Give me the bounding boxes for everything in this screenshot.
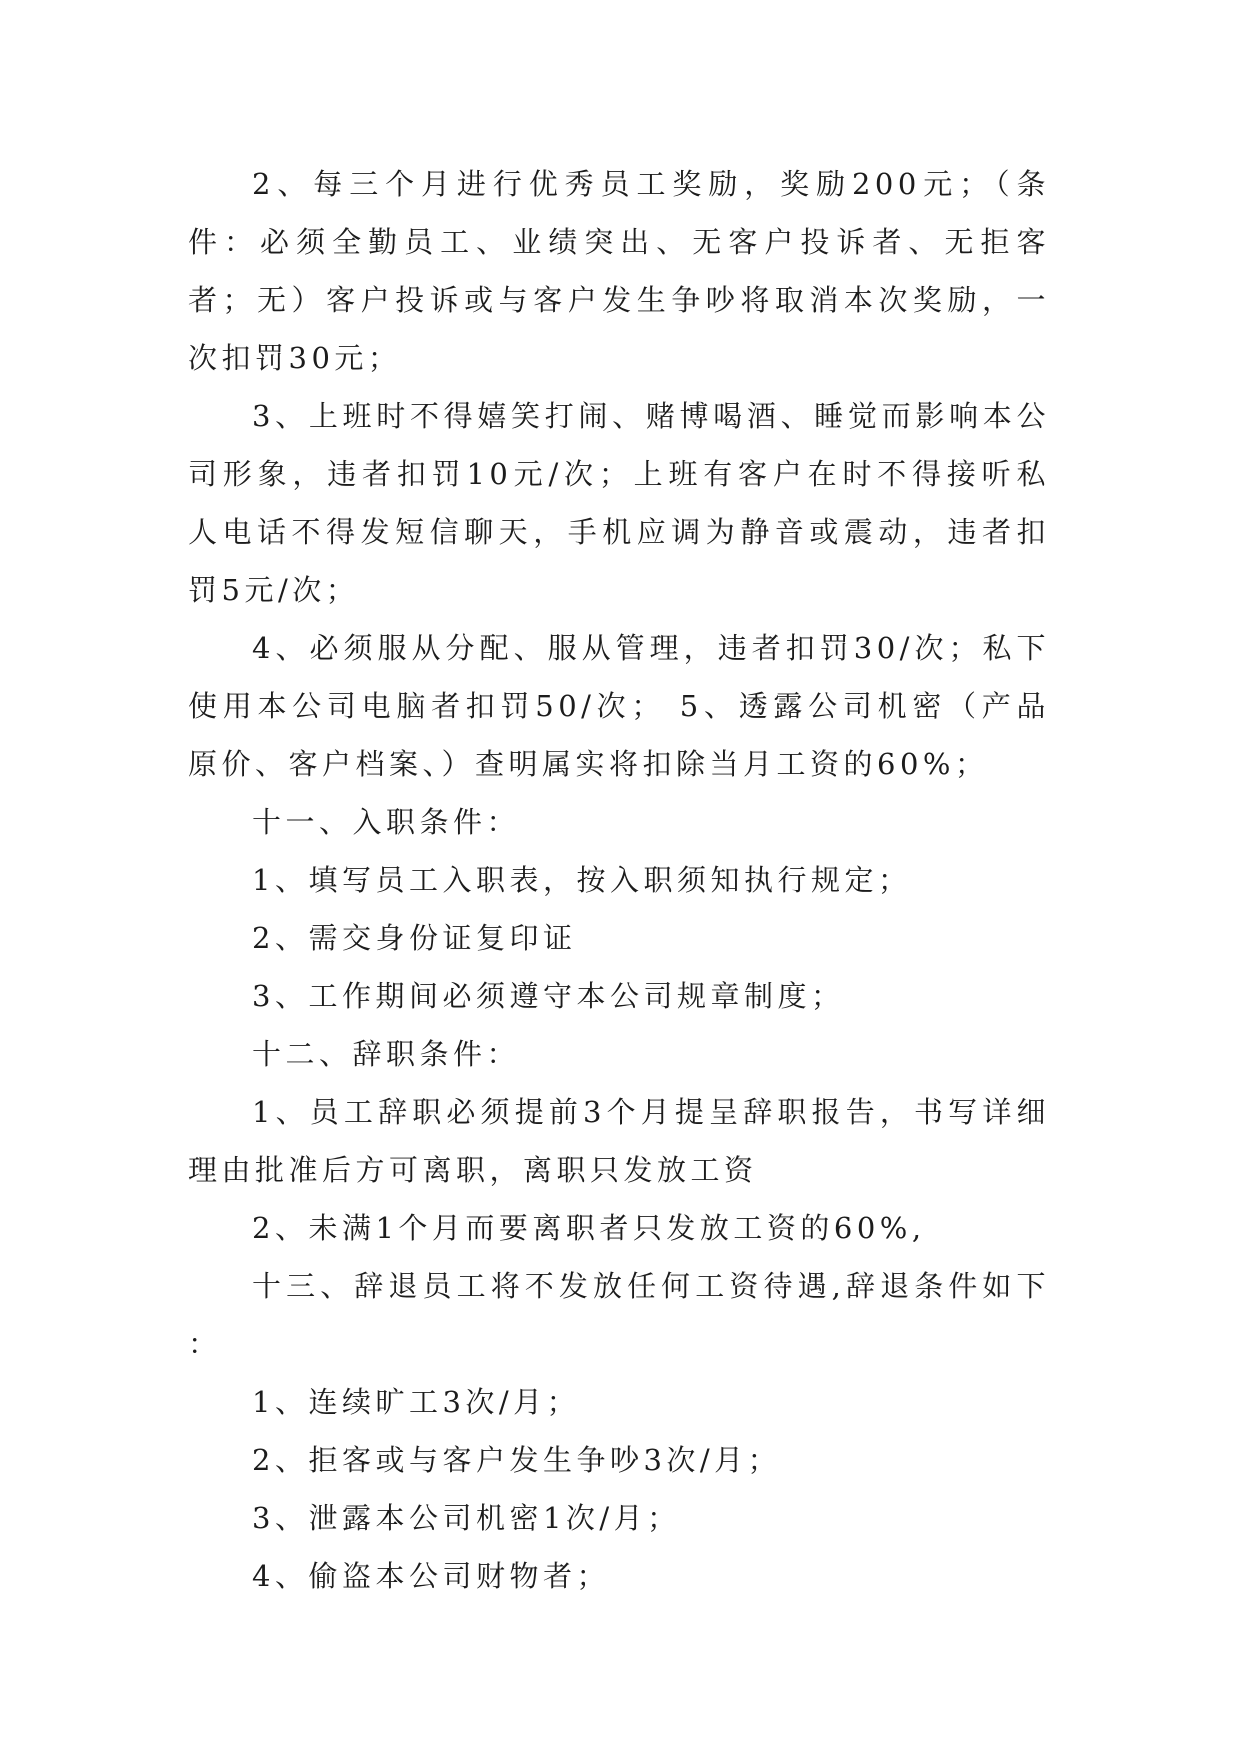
paragraph-conduct: 3、上班时不得嬉笑打闹、赌博喝酒、睡觉而影响本公司形象，违者扣罚10元/次；上班有客户在时不得接听私人电话不得发短信聊天，手机应调为静音或震动，违者扣罚5元/次； (188, 399, 1050, 607)
section-heading-resignation: 十二、辞职条件： (252, 1037, 521, 1071)
document-body (188, 155, 1050, 1605)
resignation-item-1: 1、员工辞职必须提前3个月提呈辞职报告，书写详细理由批准后方可离职，离职只发放工资 (188, 1095, 1050, 1187)
section-heading-dismissal: 十三、辞退员工将不发放任何工资待遇,辞退条件如下 ： (188, 1269, 1050, 1361)
section-heading-onboarding: 十一、入职条件： (252, 805, 521, 839)
dismissal-item-2: 2、拒客或与客户发生争吵3次/月； (252, 1443, 782, 1477)
onboarding-item-3: 3、工作期间必须遵守本公司规章制度； (252, 979, 845, 1013)
onboarding-item-2: 2、需交身份证复印证 (252, 921, 577, 955)
paragraph-reward: 2、每三个月进行优秀员工奖励，奖励200元；（条件：必须全勤员工、业绩突出、无客户投诉者、无拒客者；无）客户投诉或与客户发生争吵将取消本次奖励，一次扣罚30元； (188, 167, 1050, 375)
resignation-item-2: 2、未满1个月而要离职者只发放工资的60%, (252, 1211, 926, 1245)
dismissal-item-3: 3、泄露本公司机密1次/月； (252, 1501, 681, 1535)
paragraph-obedience: 4、必须服从分配、服从管理，违者扣罚30/次；私下使用本公司电脑者扣罚50/次； 5、透露公司机密（产品原价、客户档案、）查明属实将扣除当月工资的60%； (188, 631, 1050, 781)
dismissal-item-4: 4、偷盗本公司财物者； (252, 1559, 610, 1593)
dismissal-item-1: 1、连续旷工3次/月； (252, 1385, 581, 1419)
onboarding-item-1: 1、填写员工入职表，按入职须知执行规定； (252, 863, 912, 897)
